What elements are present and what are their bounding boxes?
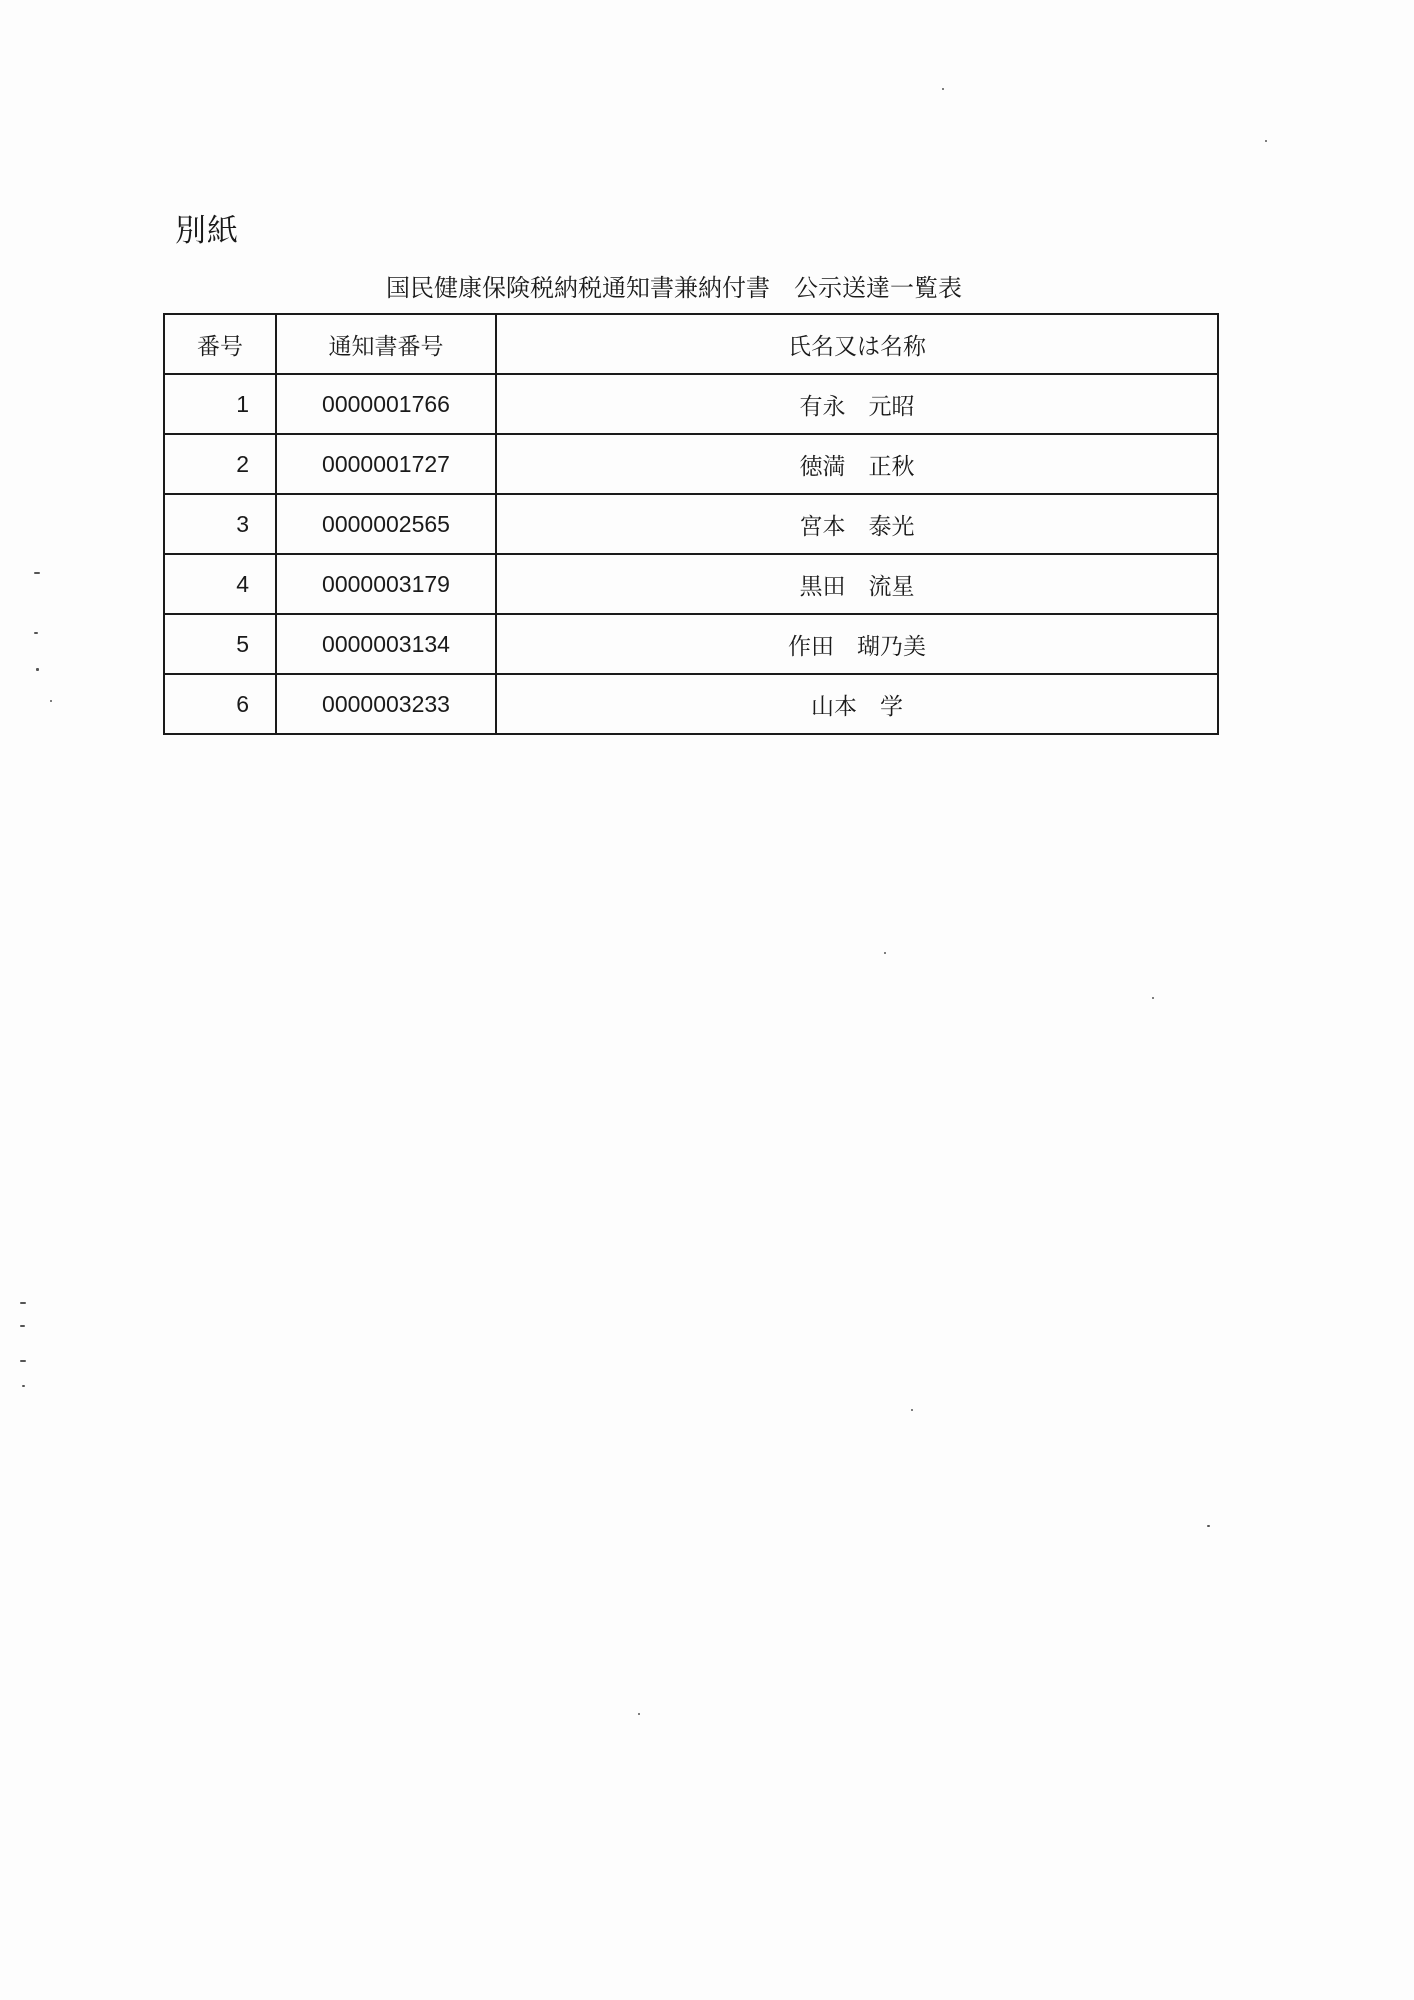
- scan-speck: [50, 700, 52, 702]
- row-notice-number: 0000001727: [276, 434, 496, 494]
- scan-speck: [34, 572, 40, 574]
- row-name: 黒田 流星: [496, 554, 1218, 614]
- row-name: 宮本 泰光: [496, 494, 1218, 554]
- table-row: [164, 434, 1218, 494]
- table-row: [164, 374, 1218, 434]
- row-notice-number: 0000003233: [276, 674, 496, 734]
- table-row: [164, 614, 1218, 674]
- header-notice-number: 通知書番号: [276, 314, 496, 374]
- public-notice-table: [163, 313, 1219, 735]
- table-row: [164, 554, 1218, 614]
- row-name: 作田 瑚乃美: [496, 614, 1218, 674]
- table-row: [164, 494, 1218, 554]
- document-title: 国民健康保険税納税通知書兼納付書 公示送達一覧表: [386, 274, 962, 302]
- row-notice-number: 0000003179: [276, 554, 496, 614]
- annex-label: 別紙: [175, 213, 239, 249]
- scan-speck: [20, 1360, 26, 1362]
- header-number: 番号: [164, 314, 276, 374]
- row-number: 1: [164, 374, 276, 434]
- table-row: [164, 674, 1218, 734]
- scan-speck: [34, 632, 38, 634]
- scan-speck: [22, 1385, 25, 1387]
- row-number: 5: [164, 614, 276, 674]
- scan-speck: [942, 88, 944, 90]
- scan-speck: [1207, 1525, 1210, 1527]
- scan-speck: [1265, 140, 1267, 142]
- row-name: 山本 学: [496, 674, 1218, 734]
- row-number: 2: [164, 434, 276, 494]
- row-number: 4: [164, 554, 276, 614]
- row-number: 3: [164, 494, 276, 554]
- scan-speck: [20, 1325, 25, 1327]
- scan-speck: [1152, 997, 1154, 999]
- row-notice-number: 0000002565: [276, 494, 496, 554]
- header-name: 氏名又は名称: [496, 314, 1218, 374]
- scan-speck: [638, 1713, 640, 1715]
- scan-speck: [36, 668, 39, 671]
- table-header-row: [164, 314, 1218, 374]
- scan-speck: [911, 1409, 913, 1411]
- row-name: 徳満 正秋: [496, 434, 1218, 494]
- row-number: 6: [164, 674, 276, 734]
- scan-speck: [884, 952, 886, 954]
- scan-speck: [20, 1302, 26, 1304]
- row-name: 有永 元昭: [496, 374, 1218, 434]
- row-notice-number: 0000001766: [276, 374, 496, 434]
- row-notice-number: 0000003134: [276, 614, 496, 674]
